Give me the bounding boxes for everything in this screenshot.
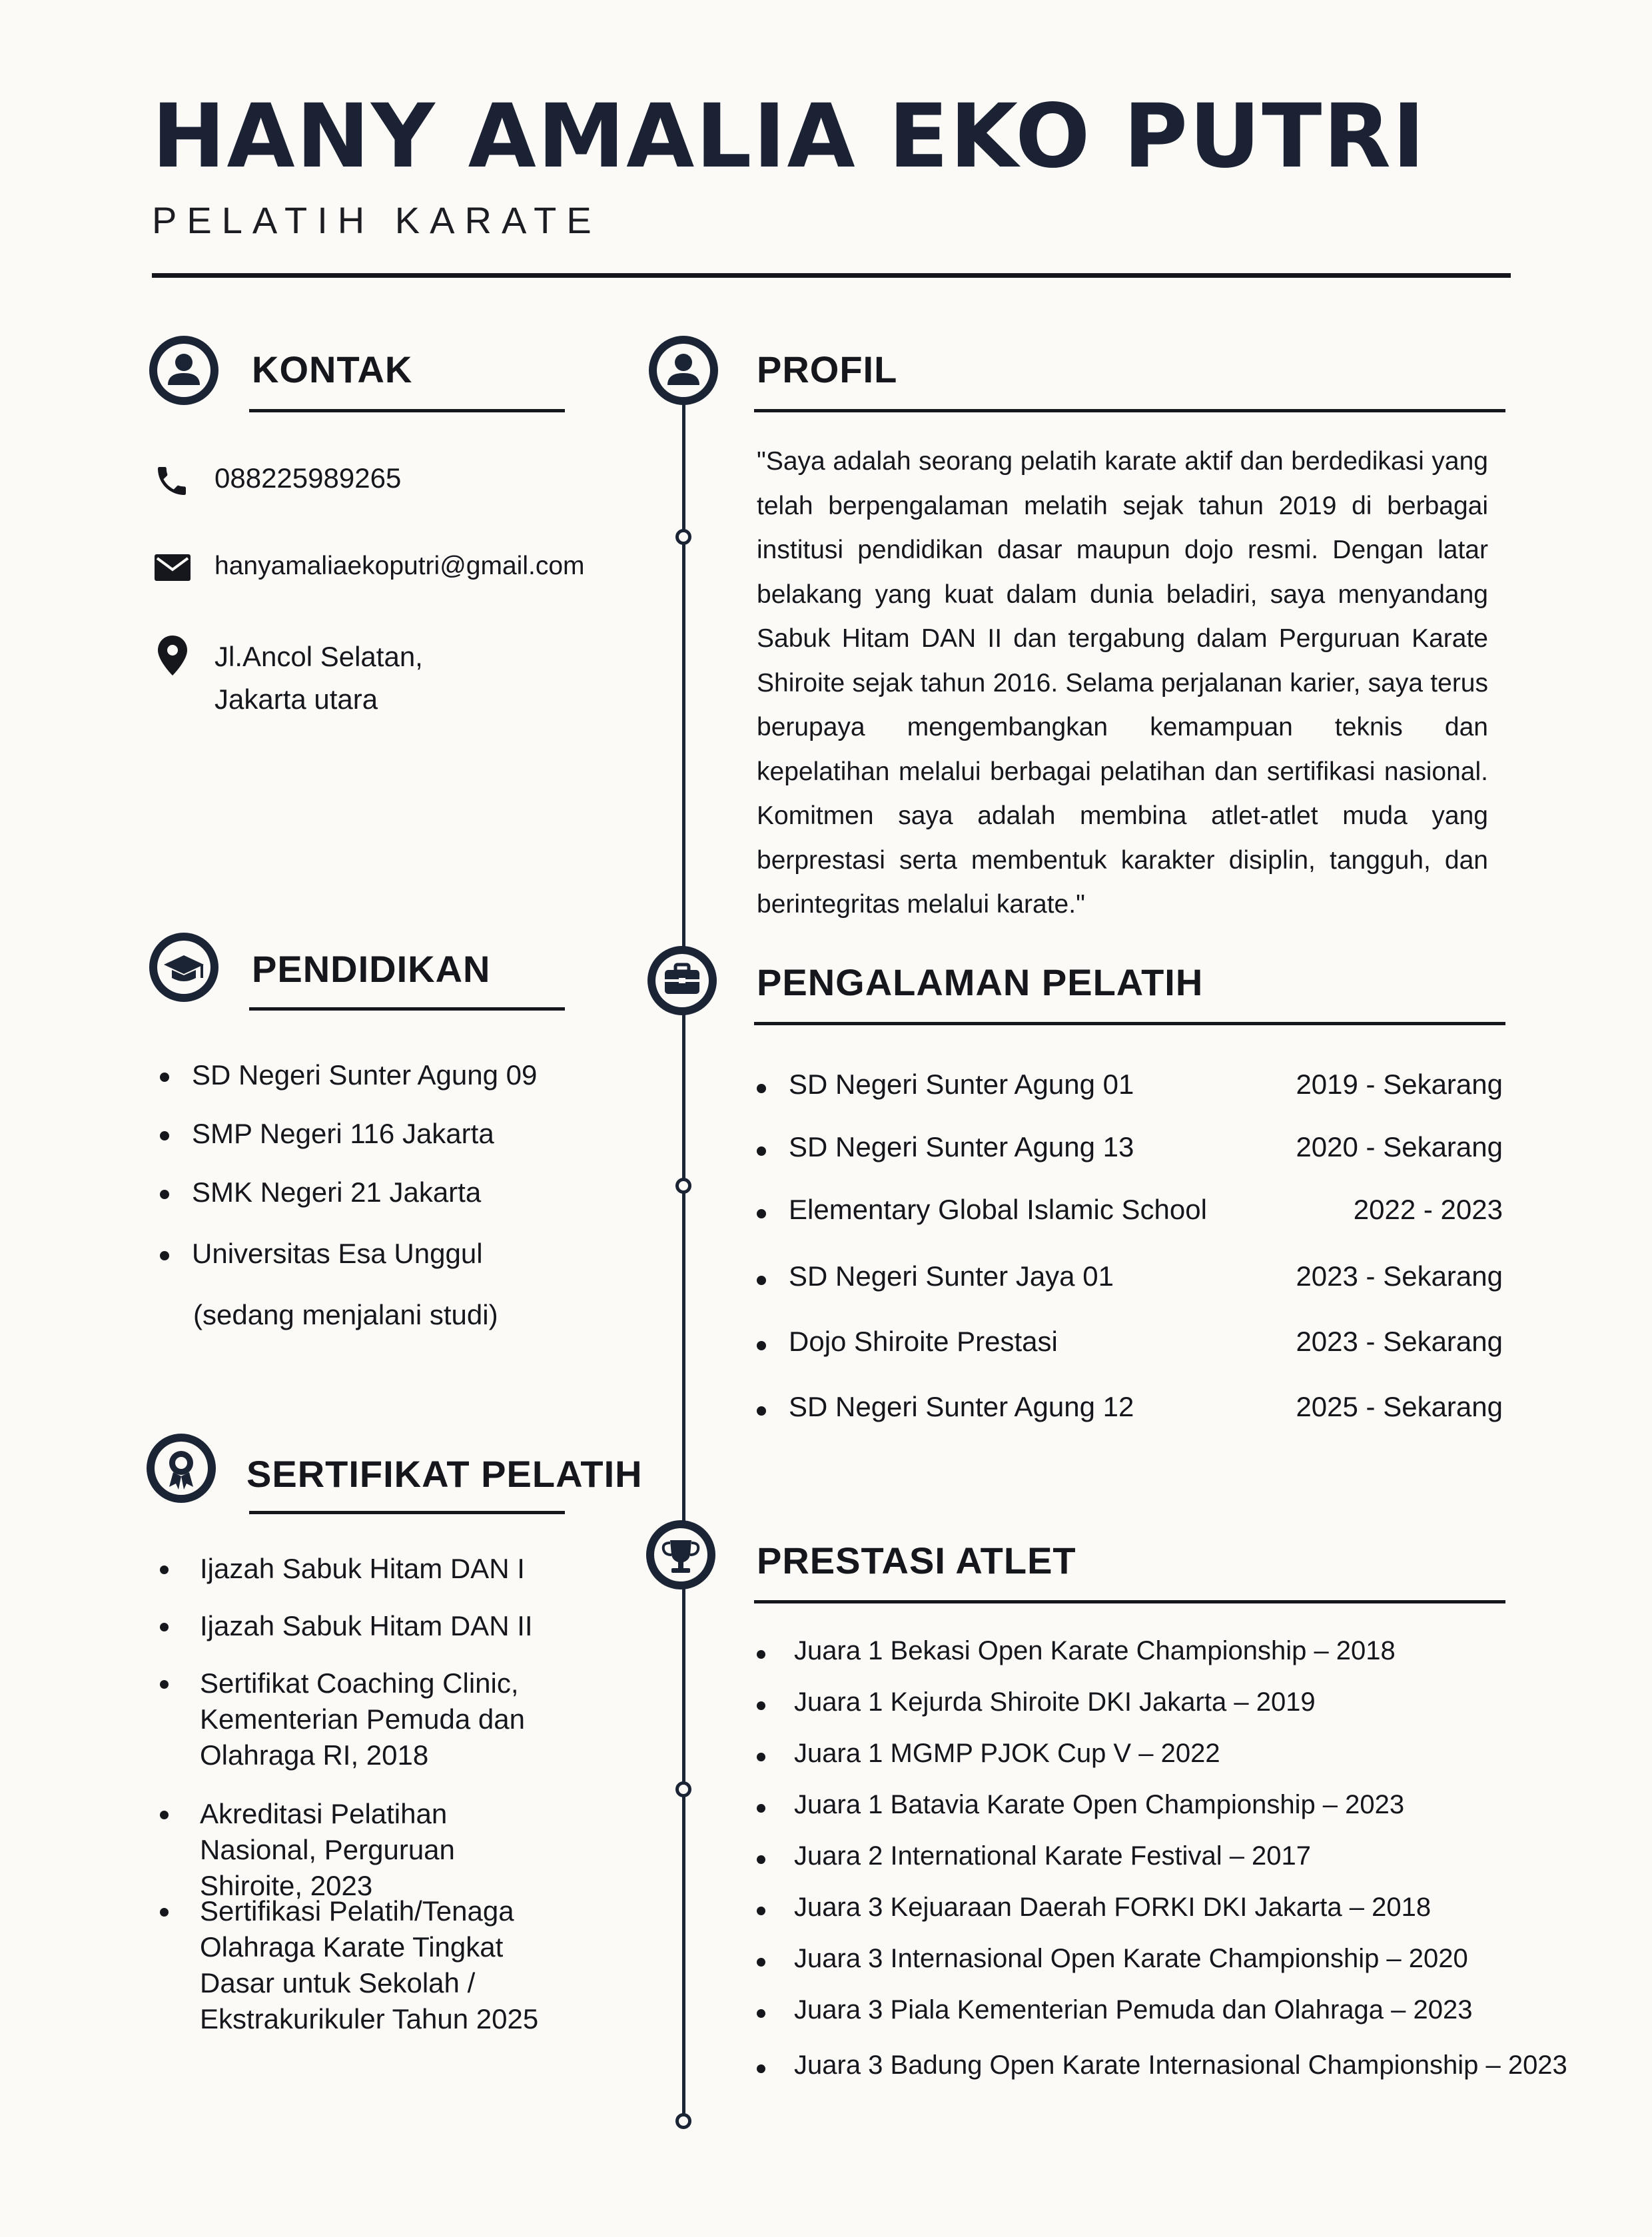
experience-row: SD Negeri Sunter Agung 13 2020 - Sekarang: [757, 1131, 1503, 1171]
section-underline: [249, 409, 565, 412]
experience-row: Dojo Shiroite Prestasi 2023 - Sekarang: [757, 1326, 1503, 1366]
briefcase-icon: [647, 946, 717, 1015]
person-icon: [149, 336, 218, 405]
list-item: Universitas Esa Unggul: [160, 1238, 483, 1270]
email-address: hanyamaliaekoputri@gmail.com: [214, 552, 585, 580]
section-underline: [754, 1600, 1505, 1603]
experience-row: Elementary Global Islamic School 2022 - 2023: [757, 1194, 1503, 1234]
address-line-1: Jl.Ancol Selatan,: [214, 641, 423, 672]
resume-name: HANY AMALIA EKO PUTRI: [152, 85, 1427, 188]
timeline-node: [675, 1781, 691, 1797]
timeline-node: [675, 2113, 691, 2129]
experience-row: SD Negeri Sunter Jaya 01 2023 - Sekarang: [757, 1260, 1503, 1300]
section-heading-profil: PROFIL: [757, 348, 898, 390]
header-divider: [152, 273, 1511, 278]
experience-row: SD Negeri Sunter Agung 01 2019 - Sekarang: [757, 1069, 1503, 1109]
list-item: SMK Negeri 21 Jakarta: [160, 1176, 481, 1208]
section-heading-kontak: KONTAK: [252, 348, 413, 390]
phone-number: 088225989265: [214, 462, 402, 494]
section-heading-sertifikat: SERTIFIKAT PELATIH: [246, 1453, 643, 1495]
timeline-line: [682, 400, 685, 2125]
section-underline: [249, 1007, 565, 1011]
person-icon: [649, 336, 718, 405]
education-note: (sedang menjalani studi): [193, 1299, 498, 1330]
list-item: SMP Negeri 116 Jakarta: [160, 1118, 494, 1150]
location-pin-icon: [156, 634, 189, 677]
profile-text: "Saya adalah seorang pelatih karate aktif dan berdedikasi yang telah berpengalaman melatih sejak tahun 2019 di berbagai institusi pendidikan dasar maupun dojo resmi. Dengan latar belakang yang kuat dalam dunia beladiri, saya menyandang Sabuk Hitam DAN II dan tergabung dalam Perguruan Karate Shiroite sejak tahun 2016. Selama perjalanan karier, saya terus berupaya mengembangkan kemampuan teknis dan kepelatihan melalui berbagai pelatihan dan sertifikasi nasional. Komitmen saya adalah membina atlet-atlet muda yang berprestasi serta membentuk karakter disiplin, tangguh, dan berintegritas melalui karate.": [757, 447, 1488, 919]
timeline-node: [675, 529, 691, 545]
address-line-2: Jakarta utara: [214, 683, 378, 715]
trophy-icon: [646, 1520, 715, 1589]
section-underline: [754, 1022, 1505, 1025]
mail-icon: [153, 553, 192, 582]
list-item: SD Negeri Sunter Agung 09: [160, 1059, 537, 1091]
section-heading-pengalaman: PENGALAMAN PELATIH: [757, 961, 1204, 1003]
award-ribbon-icon: [147, 1434, 216, 1503]
experience-row: SD Negeri Sunter Agung 12 2025 - Sekarang: [757, 1391, 1503, 1431]
job-title: PELATIH KARATE: [152, 199, 602, 241]
graduation-cap-icon: [149, 933, 218, 1002]
phone-icon: [153, 462, 191, 500]
section-underline: [754, 409, 1505, 412]
section-heading-pendidikan: PENDIDIKAN: [252, 948, 491, 990]
timeline-node: [675, 1178, 691, 1194]
section-underline: [249, 1511, 565, 1514]
section-heading-prestasi: PRESTASI ATLET: [757, 1540, 1076, 1581]
